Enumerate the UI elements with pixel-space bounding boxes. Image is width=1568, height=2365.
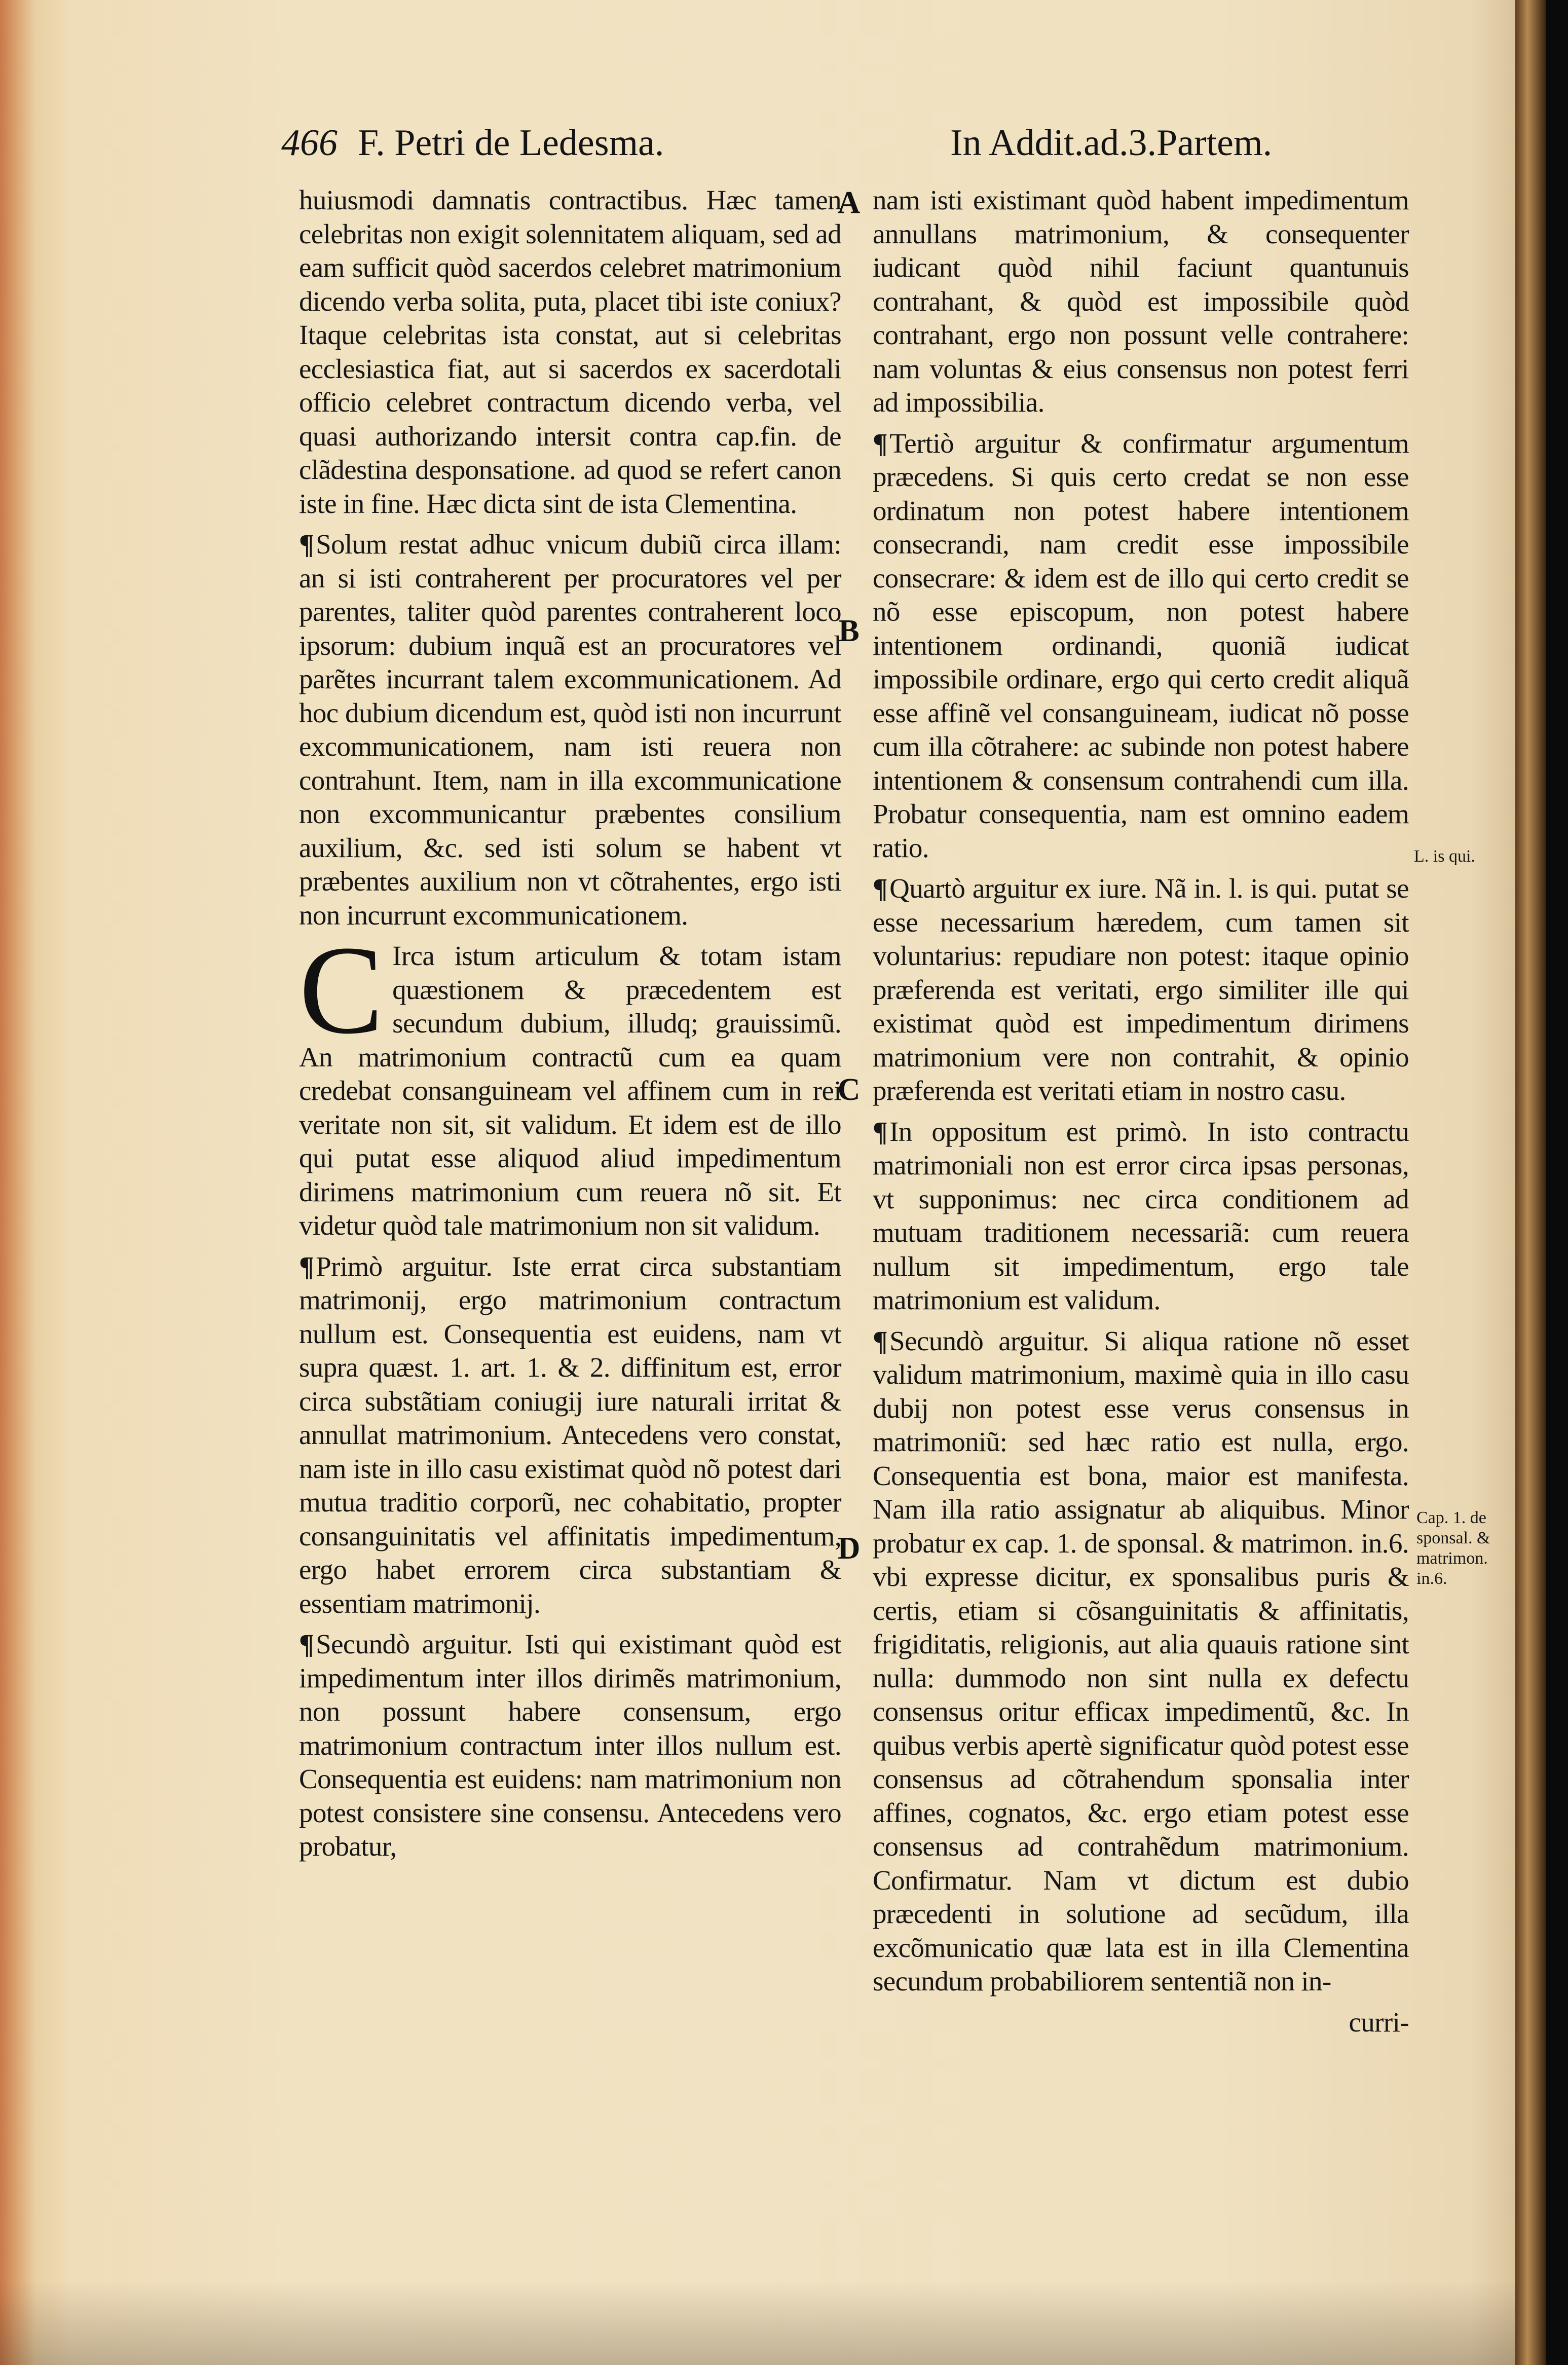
pilcrow-icon: ¶	[299, 1250, 314, 1282]
drop-capital: C	[299, 920, 384, 1060]
section-letter-c: C	[837, 1073, 861, 1107]
section-letter-a: A	[837, 186, 861, 220]
page-shadow	[0, 2281, 1520, 2365]
margin-note-1: L. is qui.	[1414, 847, 1475, 866]
running-head-right: In Addit.ad.3.Partem.	[950, 122, 1273, 164]
left-title: F. Petri de Ledesma.	[358, 122, 664, 164]
right-paragraph-3-text: Quartò arguitur ex iure. Nã in. l. is qui. putat se esse necessarium hæredem, cum tamen sit voluntarius: repudiare non potest: itaque opinio præferenda est veritati, ergo similiter ille qui existimat quòd est impedimentum dirimens matrimonium vere non contrahit, & opinio præferenda est veritati etiam in nostro casu.	[873, 873, 1409, 1106]
pilcrow-icon: ¶	[299, 1629, 314, 1659]
pilcrow-icon: ¶	[873, 1116, 888, 1147]
pilcrow-icon: ¶	[873, 1325, 888, 1356]
margin-note-2: Cap. 1. de sponsal. & matrimon. in.6.	[1416, 1508, 1490, 1588]
pilcrow-icon: ¶	[299, 529, 314, 560]
right-paragraph-3	[873, 872, 1409, 1108]
binding-edge	[1515, 0, 1546, 2365]
right-paragraph-2	[873, 427, 1409, 865]
right-paragraph-1: nam isti existimant quòd habent impedimentum annullans matrimonium, & consequenter iudicant quòd nihil faciunt quantunuis contrahant, & quòd est impossibile quòd contrahant, ergo non possunt velle contrahere: nam voluntas & eius consensus non potest ferri ad impossibilia.	[873, 184, 1409, 418]
left-paragraph-2	[299, 528, 841, 932]
right-paragraph-4-text: In oppositum est primò. In isto contractu matrimoniali non est error circa ipsas personas, vt supponimus: nec circa conditionem ad mutuam traditionem necessariã: cum reuera nullum sit impedimentum, ergo tale matrimonium est validum.	[873, 1116, 1409, 1315]
right-paragraph-5-text: Secundò arguitur. Si aliqua ratione nõ esset validum matrimonium, maximè quia in illo casu dubij non potest esse verus consensus in matrimoniũ: sed hæc ratio est nulla, ergo. Consequentia est bona, maior est manifesta. Nam illa ratio assignatur ab aliquibus. Minor probatur ex cap. 1. de sponsal. & matrimon. in.6. vbi expresse dicitur, ex sponsalibus puris & certis, etiam si cõsanguinitatis & affinitatis, frigiditatis, religionis, aut alia quauis ratione sint nulla: dummodo non sint nulla ex defectu consensus oritur efficax impedimentũ, &c. In quibus verbis apertè significatur quòd potest esse consensus ad cõtrahendum sponsalia inter affines, cognatos, &c. ergo etiam potest esse consensus ad contrahẽdum matrimonium. Confirmatur. Nam vt dictum est dubio præcedenti in solutione ad secũdum, illa excõmunicatio quæ lata est in illa Clementina secundum probabiliorem sententiã non in-	[873, 1325, 1409, 1997]
left-column	[299, 183, 841, 1871]
pilcrow-icon: ¶	[873, 427, 888, 459]
right-paragraph-4	[873, 1115, 1409, 1317]
section-letter-d: D	[837, 1531, 861, 1566]
background-edge	[1546, 0, 1568, 2365]
left-paragraph-5-text: Secundò arguitur. Isti qui existimant quòd est impedimentum inter illos dirimẽs matrimonium, non possunt habere consensum, ergo matrimonium contractum inter illos nullum est. Consequentia est euidens: nam matrimonium non potest consistere sine consensu. Antecedens vero probatur,	[299, 1629, 841, 1862]
right-paragraph-2-text: Tertiò arguitur & confirmatur argumentum præcedens. Si quis certo credat se non esse ordinatum non potest habere intentionem consecrandi, nam credit esse impossibile consecrare: & idem est de illo qui certo credit se nõ esse episcopum, non potest habere intentionem ordinandi, quoniã iudicat impossibile ordinare, ergo qui certo credit aliquã esse affinẽ vel consanguineam, iudicat nõ posse cum illa cõtrahere: ac subinde non potest habere intentionem & consensum contrahendi cum illa. Probatur consequentia, nam est omnino eadem ratio.	[873, 427, 1409, 863]
right-column	[873, 183, 1409, 2039]
section-letter-b: B	[838, 614, 860, 648]
left-paragraph-4	[299, 1250, 841, 1621]
left-paragraph-3-text: Irca istum articulum & totam istam quæstionem & præcedentem est secundum dubium, illudq; grauissimũ. An matrimonium contractũ cum ea quam credebat consanguineam vel affinem cum in rei veritate non sit, sit validum. Et idem est de illo qui putat esse aliquod aliud impedimentum dirimens matrimonium cum reuera nõ sit. Et videtur quòd tale matrimonium non sit validum.	[299, 940, 841, 1241]
right-paragraph-5	[873, 1324, 1409, 1999]
left-paragraph-1: huiusmodi damnatis contractibus. Hæc tamen celebritas non exigit solennitatem aliquam, sed ad eam sufficit quòd sacerdos celebret matrimonium dicendo verba solita, puta, placet tibi iste coniux? Itaque celebritas ista constat, aut si celebritas ecclesiastica fiat, aut si sacerdos ex sacerdotali officio celebret contractum dicendo verba, vel quasi authorizando intersit contra cap.fin. de clãdestina desponsatione. ad quod se refert canon iste in fine. Hæc dicta sint de ista Clementina.	[299, 184, 841, 519]
left-paragraph-5	[299, 1628, 841, 1864]
left-paragraph-2-text: Solum restat adhuc vnicum dubiũ circa illam: an si isti contraherent per procuratores vel per parentes, taliter quòd parentes contraherent loco ipsorum: dubium inquã est an procuratores vel parẽtes incurrant talem excommunicationem. Ad hoc dubium dicendum est, quòd isti non incurrunt excommunicationem, nam isti reuera non contrahunt. Item, nam in illa excommunicatione non excommunicantur præbentes consilium auxilium, &c. sed isti solum se habent vt præbentes auxilium non vt cõtrahentes, ergo isti non incurrunt excommunicationem.	[299, 529, 841, 931]
page-number: 466	[281, 122, 338, 164]
pilcrow-icon: ¶	[873, 873, 888, 904]
catchword: curri-	[1349, 2006, 1409, 2038]
running-head-left	[281, 122, 737, 177]
left-paragraph-3	[299, 920, 841, 1243]
left-paragraph-4-text: Primò arguitur. Iste errat circa substantiam matrimonij, ergo matrimonium contractum nullum est. Consequentia est euidens, nam vt supra quæst. 1. art. 1. & 2. diffinitum est, error circa substãtiam coniugij iure naturali irritat & annullat matrimonium. Antecedens vero constat, nam iste in illo casu existimat quòd nõ potest dari mutua traditio corporũ, nec cohabitatio, propter consanguinitatis vel affinitatis impedimentum, ergo habet errorem circa substantiam & essentiam matrimonij.	[299, 1250, 841, 1619]
